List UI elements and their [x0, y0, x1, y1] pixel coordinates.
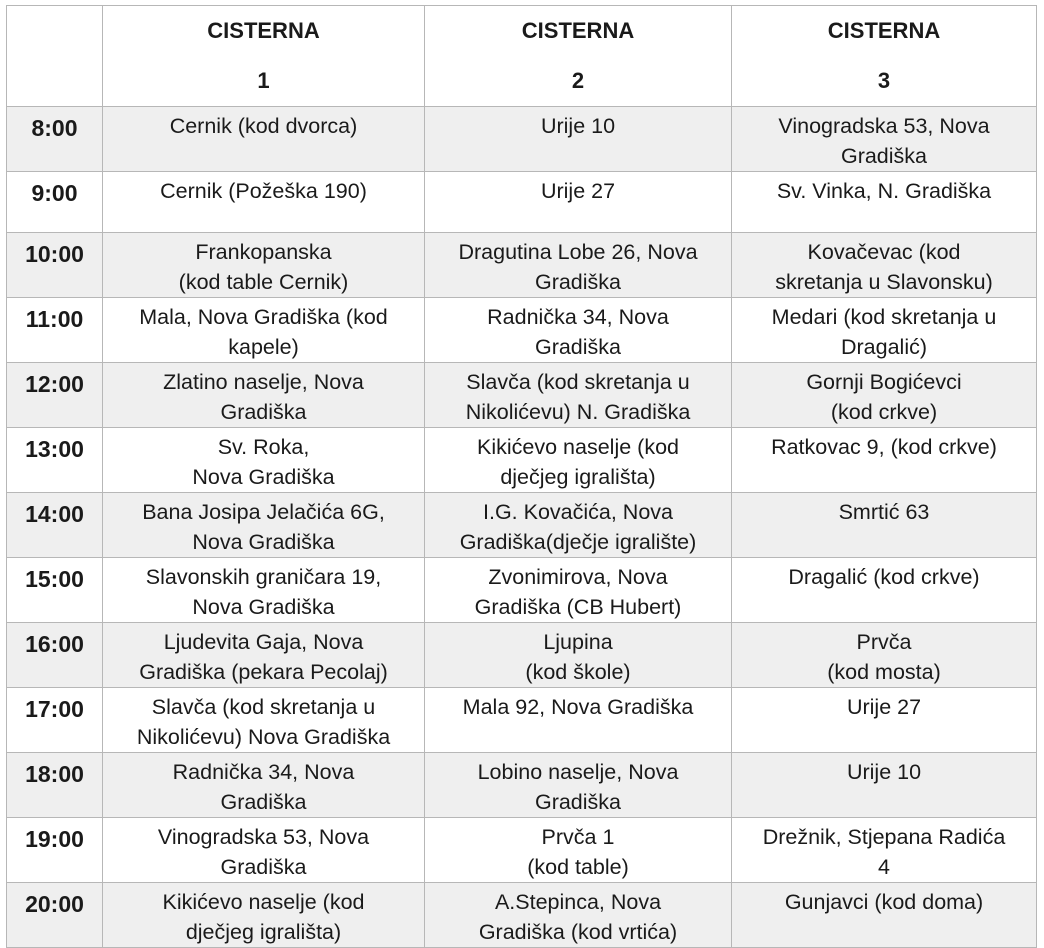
location-text-line: Dragutina Lobe 26, Nova — [458, 240, 698, 264]
location-text-line: Gunjavci (kod doma) — [784, 890, 984, 914]
time-cell: 14:00 — [7, 493, 103, 558]
table-row — [7, 493, 1037, 558]
cisterna-1-location-cell — [103, 107, 425, 172]
location-text-line: Drežnik, Stjepana Radića — [762, 825, 1006, 849]
location-text-line: Prvča — [856, 630, 912, 654]
location-text-line: Gradiška (kod vrtića) — [478, 920, 678, 944]
cisterna-3-location-cell — [732, 298, 1037, 363]
time-cell: 8:00 — [7, 107, 103, 172]
location-text-line: Dragalić) — [840, 335, 928, 359]
time-cell: 16:00 — [7, 623, 103, 688]
location-text-line: Ljudevita Gaja, Nova — [163, 630, 364, 654]
cisterna-2-location-cell — [425, 623, 732, 688]
location-text-line: Ljupina — [543, 630, 613, 654]
cisterna-2-location-cell — [425, 363, 732, 428]
header-cisterna-2 — [425, 6, 732, 107]
location-text-line: Kikićevo naselje (kod — [162, 890, 365, 914]
cisterna-3-location-cell — [732, 172, 1037, 233]
cisterna-3-location-cell — [732, 363, 1037, 428]
cisterna-1-location-cell — [103, 363, 425, 428]
location-text-line: Frankopanska — [195, 240, 332, 264]
table-row — [7, 363, 1037, 428]
location-text-line: I.G. Kovačića, Nova — [483, 500, 673, 524]
location-text-line: Vinogradska 53, Nova — [778, 114, 990, 138]
time-cell: 13:00 — [7, 428, 103, 493]
location-text-line: Gradiška — [220, 790, 307, 814]
table-row — [7, 298, 1037, 363]
table-row — [7, 688, 1037, 753]
cisterna-2-location-cell — [425, 818, 732, 883]
schedule-container — [6, 5, 1036, 948]
time-cell: 19:00 — [7, 818, 103, 883]
location-text-line: Gradiška — [220, 400, 307, 424]
location-text-line: Slavča (kod skretanja u — [151, 695, 376, 719]
cisterna-3-location-cell — [732, 688, 1037, 753]
cisterna-3-location-cell — [732, 558, 1037, 623]
location-text-line: Cernik (Požeška 190) — [160, 179, 367, 203]
location-text-line: Mala, Nova Gradiška (kod — [139, 305, 388, 329]
table-row — [7, 428, 1037, 493]
location-text-line: dječjeg igrališta) — [500, 465, 656, 489]
time-cell: 10:00 — [7, 233, 103, 298]
header-title: CISTERNA — [827, 18, 941, 43]
header-cisterna-3 — [732, 6, 1037, 107]
location-text-line: Gradiška — [840, 144, 928, 168]
cisterna-2-location-cell — [425, 172, 732, 233]
location-text-line: Urije 27 — [540, 179, 616, 203]
table-row — [7, 818, 1037, 883]
location-text-line: Gradiška — [534, 270, 622, 294]
table-row — [7, 558, 1037, 623]
location-text-line: Urije 10 — [846, 760, 922, 784]
location-text-line: Ratkovac 9, (kod crkve) — [771, 435, 997, 459]
table-row — [7, 753, 1037, 818]
cisterna-1-location-cell — [103, 428, 425, 493]
location-text-line: Slavča (kod skretanja u — [466, 370, 690, 394]
header-number: 3 — [877, 68, 891, 93]
cisterna-3-location-cell — [732, 883, 1037, 948]
table-row — [7, 107, 1037, 172]
header-number: 1 — [257, 68, 270, 93]
location-text-line: (kod škole) — [525, 660, 631, 684]
location-text-line: Zvonimirova, Nova — [488, 565, 668, 589]
cisterna-2-location-cell — [425, 753, 732, 818]
location-text-line: Sv. Roka, — [217, 435, 310, 459]
location-text-line: 4 — [878, 855, 890, 879]
cisterna-1-location-cell — [103, 818, 425, 883]
location-text-line: Radnička 34, Nova — [487, 305, 669, 329]
header-title: CISTERNA — [521, 18, 635, 43]
time-cell: 20:00 — [7, 883, 103, 948]
cisterna-1-location-cell — [103, 883, 425, 948]
location-text-line: Nova Gradiška — [192, 465, 335, 489]
table-row — [7, 233, 1037, 298]
time-cell: 12:00 — [7, 363, 103, 428]
cisterna-3-location-cell — [732, 233, 1037, 298]
cisterna-3-location-cell — [732, 493, 1037, 558]
cisterna-3-location-cell — [732, 623, 1037, 688]
location-text-line: Gradiška — [220, 855, 307, 879]
location-text-line: Zlatino naselje, Nova — [163, 370, 364, 394]
location-text-line: Smrtić 63 — [838, 500, 930, 524]
location-text-line: Urije 10 — [540, 114, 616, 138]
location-text-line: dječjeg igrališta) — [185, 920, 342, 944]
header-title: CISTERNA — [207, 18, 320, 43]
cisterna-1-location-cell — [103, 753, 425, 818]
location-text-line: Sv. Vinka, N. Gradiška — [776, 179, 992, 203]
location-text-line: Gradiška (pekara Pecolaj) — [139, 660, 388, 684]
cisterna-3-location-cell — [732, 107, 1037, 172]
cisterna-2-location-cell — [425, 883, 732, 948]
location-text-line: Urije 27 — [846, 695, 922, 719]
cisterna-1-location-cell — [103, 233, 425, 298]
table-row — [7, 172, 1037, 233]
time-cell: 9:00 — [7, 172, 103, 233]
cisterna-1-location-cell — [103, 493, 425, 558]
time-cell: 18:00 — [7, 753, 103, 818]
header-corner-cell — [7, 6, 103, 107]
header-cisterna-1 — [103, 6, 425, 107]
table-body — [7, 107, 1037, 948]
cisterna-2-location-cell — [425, 107, 732, 172]
cisterna-1-location-cell — [103, 688, 425, 753]
location-text-line: Prvča 1 — [541, 825, 615, 849]
location-text-line: kapele) — [228, 335, 299, 359]
table-header — [7, 6, 1037, 107]
location-text-line: Bana Josipa Jelačića 6G, — [142, 500, 385, 524]
location-text-line: (kod crkve) — [830, 400, 938, 424]
location-text-line: Dragalić (kod crkve) — [788, 565, 980, 589]
location-text-line: Nikolićevu) Nova Gradiška — [136, 725, 391, 749]
cisterna-3-location-cell — [732, 753, 1037, 818]
location-text-line: Nikolićevu) N. Gradiška — [465, 400, 691, 424]
cisterna-3-location-cell — [732, 818, 1037, 883]
cisterna-3-location-cell — [732, 428, 1037, 493]
cisterna-2-location-cell — [425, 493, 732, 558]
location-text-line: Gradiška — [534, 335, 622, 359]
cisterna-1-location-cell — [103, 558, 425, 623]
location-text-line: Gradiška(dječje igralište) — [459, 530, 697, 554]
location-text-line: Gornji Bogićevci — [806, 370, 962, 394]
location-text-line: Nova Gradiška — [192, 595, 335, 619]
header-number: 2 — [571, 68, 585, 93]
cisterna-1-location-cell — [103, 298, 425, 363]
location-text-line: Cernik (kod dvorca) — [169, 114, 358, 138]
location-text-line: A.Stepinca, Nova — [494, 890, 662, 914]
location-text-line: Gradiška — [534, 790, 622, 814]
time-cell: 11:00 — [7, 298, 103, 363]
cisterna-2-location-cell — [425, 558, 732, 623]
cisterna-2-location-cell — [425, 233, 732, 298]
cisterna-2-location-cell — [425, 688, 732, 753]
cisterna-2-location-cell — [425, 428, 732, 493]
location-text-line: Mala 92, Nova Gradiška — [462, 695, 694, 719]
location-text-line: Medari (kod skretanja u — [771, 305, 997, 329]
time-cell: 17:00 — [7, 688, 103, 753]
location-text-line: Slavonskih graničara 19, — [145, 565, 382, 589]
location-text-line: Kikićevo naselje (kod — [477, 435, 679, 459]
cisterna-1-location-cell — [103, 172, 425, 233]
location-text-line: Nova Gradiška — [192, 530, 335, 554]
table-row — [7, 883, 1037, 948]
cistern-schedule-table — [6, 5, 1037, 948]
location-text-line: Kovačevac (kod — [807, 240, 961, 264]
location-text-line: Radnička 34, Nova — [172, 760, 355, 784]
location-text-line: (kod mosta) — [827, 660, 941, 684]
location-text-line: (kod table) — [527, 855, 629, 879]
cisterna-2-location-cell — [425, 298, 732, 363]
header-row — [7, 6, 1037, 107]
cisterna-1-location-cell — [103, 623, 425, 688]
time-cell: 15:00 — [7, 558, 103, 623]
location-text-line: (kod table Cernik) — [178, 270, 349, 294]
location-text-line: Gradiška (CB Hubert) — [474, 595, 682, 619]
table-row — [7, 623, 1037, 688]
location-text-line: Vinogradska 53, Nova — [157, 825, 370, 849]
location-text-line: Lobino naselje, Nova — [477, 760, 679, 784]
location-text-line: skretanja u Slavonsku) — [775, 270, 993, 294]
